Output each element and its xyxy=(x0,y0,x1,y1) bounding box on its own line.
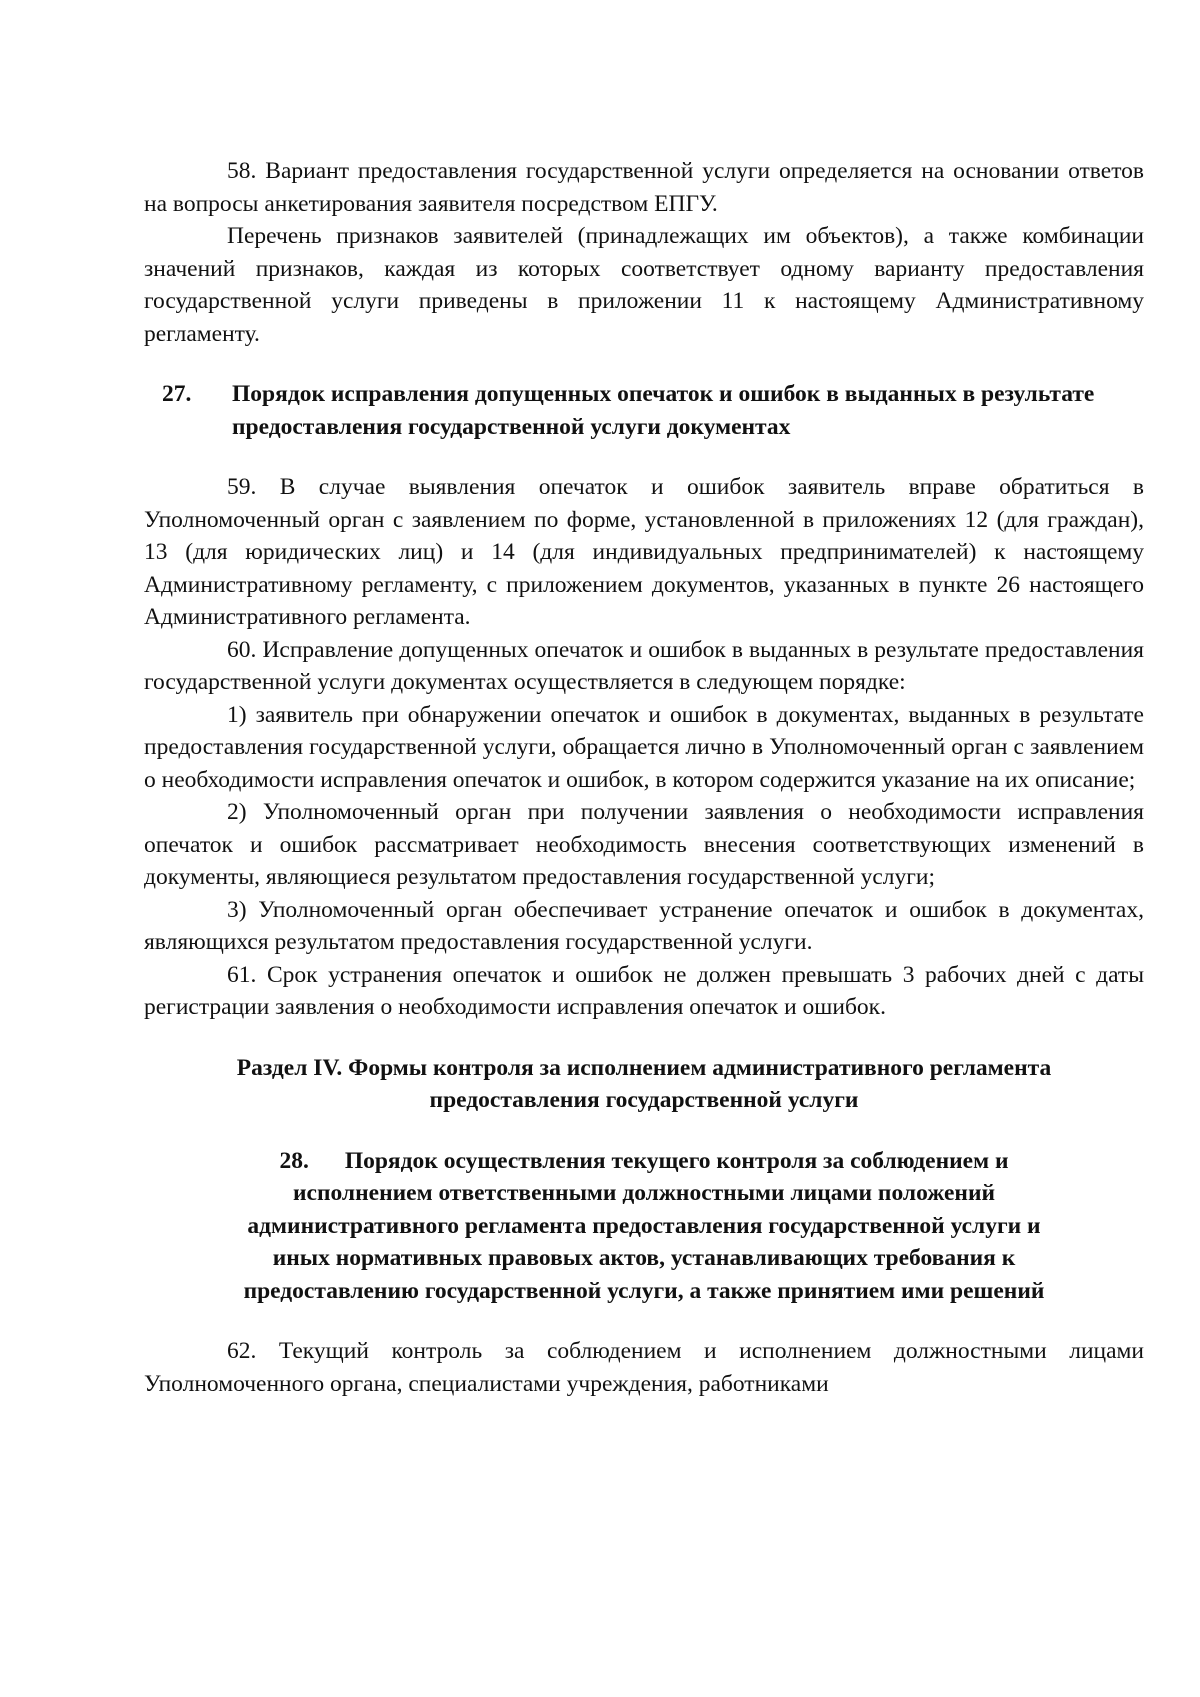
heading-28-line-1: Порядок осуществления текущего контроля за соблюдением и xyxy=(344,1147,1009,1174)
section-iv-line-2: предоставления государственной услуги xyxy=(429,1087,859,1113)
heading-28-line-5: предоставлению государственной услуги, а также принятием ими решений xyxy=(243,1277,1045,1304)
paragraph-60-item-3: 3) Уполномоченный орган обеспечивает устранение опечаток и ошибок в документах, являющихся результатом предоставления государственной услуги. xyxy=(144,896,1144,955)
heading-28-number: 28. xyxy=(279,1147,309,1174)
heading-28-line-4: иных нормативных правовых актов, устанавливающих требования к xyxy=(272,1245,1016,1271)
heading-27-text: Порядок исправления допущенных опечаток и ошибок в выданных в результате предоставления государственной услуги документах xyxy=(232,381,1095,440)
section-iv-title xyxy=(144,1052,1144,1117)
document-page xyxy=(144,155,1144,1400)
paragraph-61: 61. Срок устранения опечаток и ошибок не должен превышать 3 рабочих дней с даты регистрации заявления о необходимости исправления опечаток и ошибок. xyxy=(144,961,1144,1020)
paragraph-59: 59. В случае выявления опечаток и ошибок заявитель вправе обратиться в Уполномоченный орган с заявлением по форме, установленной в приложениях 12 (для граждан), 13 (для юридических лиц) и 14 (для индивидуальных предпринимателей) к настоящему Административному регламенту, с приложением документов, указанных в пункте 26 настоящего Административного регламента. xyxy=(144,474,1144,630)
heading-28-line-3: административного регламента предоставления государственной услуги и xyxy=(247,1212,1041,1239)
paragraph-58-list: Перечень признаков заявителей (принадлежащих им объектов), а также комбинации значений признаков, каждая из которых соответствует одному варианту предоставления государственной услуги приведены в приложении 11 к настоящему Административному регламенту. xyxy=(144,223,1144,347)
section-iv-line-1: Раздел IV. Формы контроля за исполнением административного регламента xyxy=(236,1054,1052,1081)
paragraph-62: 62. Текущий контроль за соблюдением и исполнением должностными лицами Уполномоченного органа, специалистами учреждения, работниками xyxy=(144,1338,1144,1397)
heading-27-number: 27. xyxy=(162,381,192,407)
heading-28 xyxy=(144,1145,1144,1308)
heading-28-line-2: исполнением ответственными должностными лицами положений xyxy=(292,1180,996,1206)
paragraph-60-item-2: 2) Уполномоченный орган при получении заявления о необходимости исправления опечаток и ошибок рассматривает необходимость внесения соответствующих изменений в документы, являющиеся результатом предоставления государственной услуги; xyxy=(144,799,1144,890)
paragraph-60-item-1: 1) заявитель при обнаружении опечаток и ошибок в документах, выданных в результате предоставления государственной услуги, обращается лично в Уполномоченный орган с заявлением о необходимости исправления опечаток и ошибок, в котором содержится указание на их описание; xyxy=(144,701,1144,793)
paragraph-58: 58. Вариант предоставления государственной услуги определяется на основании ответов на вопросы анкетирования заявителя посредством ЕПГУ. xyxy=(144,158,1144,217)
heading-27 xyxy=(144,378,1144,443)
paragraph-60: 60. Исправление допущенных опечаток и ошибок в выданных в результате предоставления государственной услуги документах осуществляется в следующем порядке: xyxy=(144,636,1144,695)
